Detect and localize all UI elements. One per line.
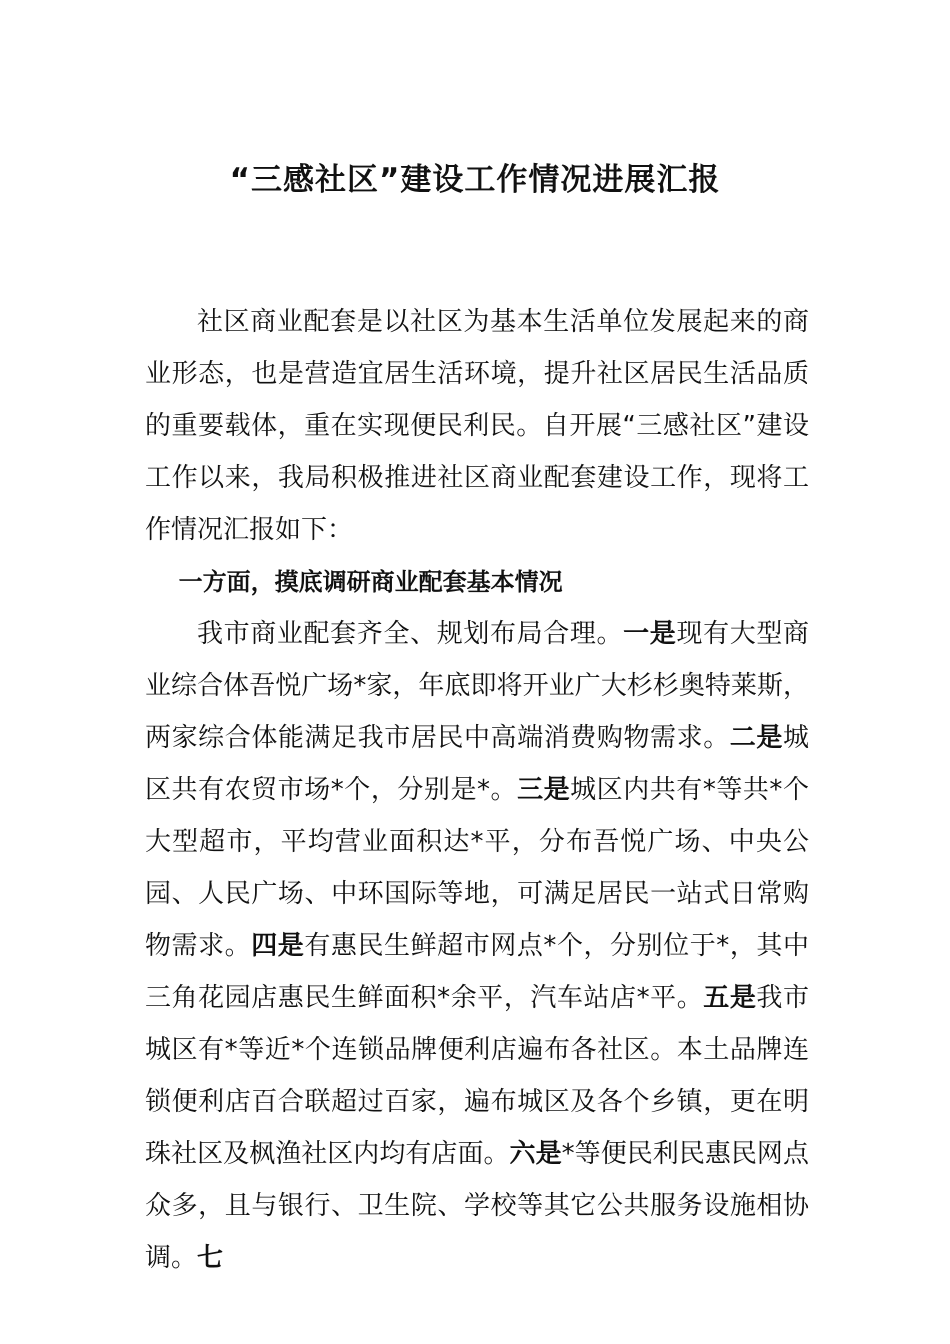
item-label: 四是: [251, 931, 305, 961]
intro-paragraph: 社区商业配套是以社区为基本生活单位发展起来的商业形态，也是营造宜居生活环境，提升社区居民生活品质的重要载体，重在实现便民利民。自开展“三感社区”建设工作以来，我局积极推进社区商业配套建设工作，现将工作情况汇报如下：: [145, 307, 809, 545]
item-label: 五是: [703, 983, 757, 1013]
item-label: 三是: [517, 775, 571, 805]
section-lead: 我市商业配套齐全、规划布局合理。: [197, 619, 624, 649]
document-title: “三感社区”建设工作情况进展汇报: [229, 162, 721, 198]
item-label: 二是: [729, 723, 783, 753]
section-heading: 一方面，摸底调研商业配套基本情况: [178, 568, 563, 596]
item-text: 城区共有农贸市场*个，分别是*。: [145, 723, 809, 805]
item-text: 有惠民生鲜超市网点*个，分别位于*，其中三角花园店惠民生鲜面积*余平，汽车站店*平。: [145, 931, 809, 1013]
item-label: 六是: [509, 1139, 562, 1169]
document-body: [145, 296, 809, 1284]
section-paragraph: [145, 608, 809, 1284]
item-text: 现有大型商业综合体吾悦广场*家，年底即将开业广大杉杉奥特莱斯，两家综合体能满足我市居民中高端消费购物需求。: [145, 619, 809, 753]
item-text: 城区内共有*等共*个大型超市，平均营业面积达*平，分布吾悦广场、中央公园、人民广场、中环国际等地，可满足居民一站式日常购物需求。: [145, 775, 809, 961]
item-label: 一是: [623, 619, 677, 649]
item-label: 七: [197, 1243, 224, 1273]
item-text: *等便民利民惠民网点众多，且与银行、卫生院、学校等其它公共服务设施相协调。: [145, 1139, 809, 1273]
item-text: 我市城区有*等近*个连锁品牌便利店遍布各社区。本土品牌连锁便利店百合联超过百家，遍布城区及各个乡镇，更在明珠社区及枫渔社区内均有店面。: [145, 983, 809, 1169]
